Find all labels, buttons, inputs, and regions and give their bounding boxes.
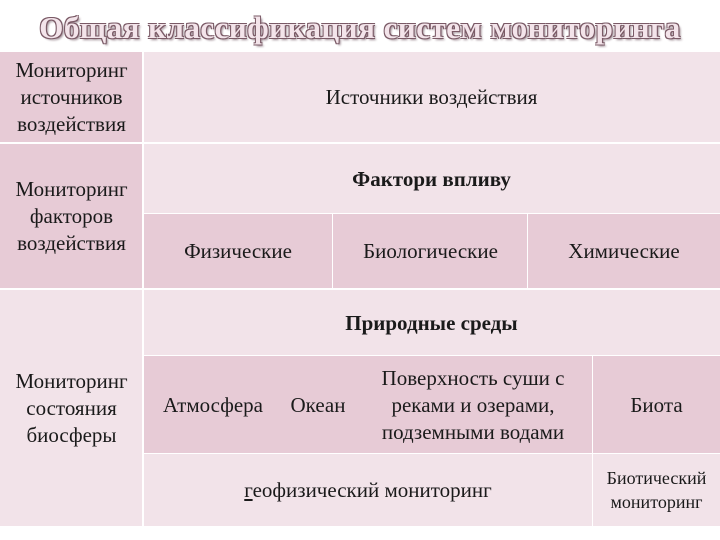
row-label-text: Мониторинг факторов воздействия [15, 176, 128, 255]
factor-cell [143, 214, 333, 288]
divider [143, 453, 720, 454]
media-header-text: Природные среды [345, 310, 518, 335]
factor-text: Химические [568, 238, 680, 263]
row-label-text: Мониторинг состояния биосферы [15, 368, 128, 447]
factor-text: Биологические [363, 238, 498, 263]
media-text: Биота [630, 392, 683, 417]
divider [332, 214, 333, 288]
media-cell [593, 356, 720, 454]
row-label-text: Мониторинг источников воздействия [15, 57, 128, 136]
geophysical-cell [143, 454, 593, 526]
divider [592, 356, 593, 526]
media-cell [283, 356, 353, 454]
slide-title: Общая классификация систем мониторинга [39, 10, 681, 45]
factor-cell [333, 214, 528, 288]
media-cell [143, 356, 283, 454]
factor-text: Физические [184, 238, 292, 263]
media-cell [353, 356, 593, 454]
divider [143, 213, 720, 214]
geophysical-rest: еофизический мониторинг [252, 477, 492, 502]
divider [0, 288, 720, 290]
geophysical-first-letter: г [244, 477, 253, 502]
media-text: Атмосфера [163, 392, 263, 417]
media-text: Океан [290, 392, 346, 417]
row-label-sources [0, 52, 143, 142]
factors-header-text: Фактори впливу [352, 166, 511, 191]
divider [142, 52, 144, 526]
row-label-biosphere [0, 290, 143, 526]
biotic-text: Биотический мониторинг [606, 468, 707, 512]
media-text: Поверхность суши с реками и озерами, подземными водами [381, 365, 565, 444]
factor-cell [528, 214, 720, 288]
factors-header [143, 144, 720, 214]
geophysical-text [244, 477, 491, 504]
sources-text: Источники воздействия [325, 84, 538, 109]
divider [527, 214, 528, 288]
biotic-cell [593, 454, 720, 526]
row-label-factors [0, 144, 143, 288]
media-header [143, 290, 720, 356]
divider [0, 142, 720, 144]
sources-cell [143, 52, 720, 142]
divider [143, 355, 720, 356]
